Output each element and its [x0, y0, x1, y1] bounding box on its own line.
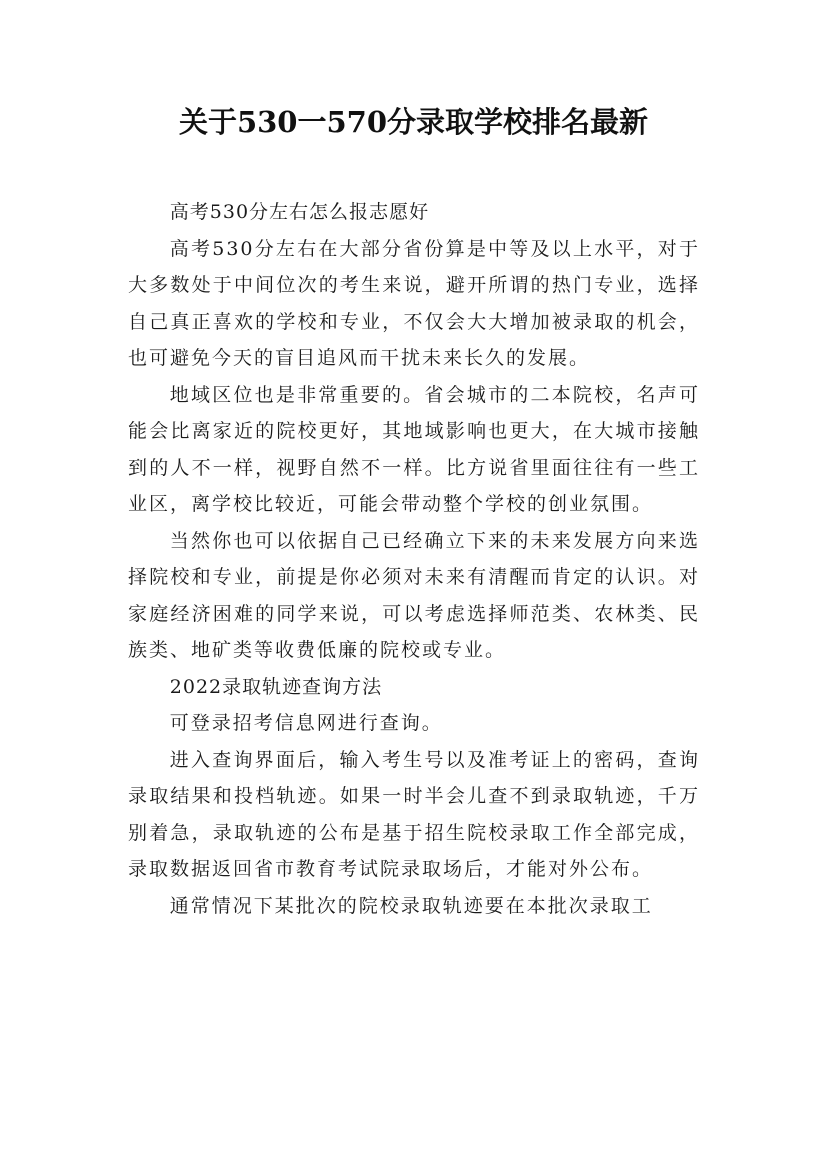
paragraph: 可登录招考信息网进行查询。 [169, 712, 443, 734]
paragraph: 当然你也可以依据自己已经确立下来的未来发展方向来选择院校和专业，前提是你必须对未来有清醒而肯定的认识。对家庭经济困难的同学来说，可以考虑选择师范类、农林类、民族类、地矿类等收费低廉的院校或专业。 [128, 529, 700, 661]
document-title: 关于530一570分录取学校排名最新 [178, 105, 649, 139]
paragraph: 进入查询界面后，输入考生号以及准考证上的密码，查询录取结果和投档轨迹。如果一时半会儿查不到录取轨迹，千万别着急，录取轨迹的公布是基于招生院校录取工作全部完成，录取数据返回省市教育考试院录取场后，才能对外公布。 [128, 748, 700, 880]
document-body [128, 194, 700, 924]
paragraph: 地域区位也是非常重要的。省会城市的二本院校，名声可能会比离家近的院校更好，其地域影响也更大，在大城市接触到的人不一样，视野自然不一样。比方说省里面往往有一些工业区，离学校比较近，可能会带动整个学校的创业氛围。 [128, 383, 700, 515]
paragraph: 高考530分左右在大部分省份算是中等及以上水平，对于大多数处于中间位次的考生来说，避开所谓的热门专业，选择自己真正喜欢的学校和专业，不仅会大大增加被录取的机会，也可避免今天的盲目追风而干扰未来长久的发展。 [128, 237, 700, 369]
section-heading: 2022录取轨迹查询方法 [169, 675, 383, 698]
paragraph: 通常情况下某批次的院校录取轨迹要在本批次录取工 [169, 894, 653, 917]
section-heading: 高考530分左右怎么报志愿好 [169, 201, 430, 223]
